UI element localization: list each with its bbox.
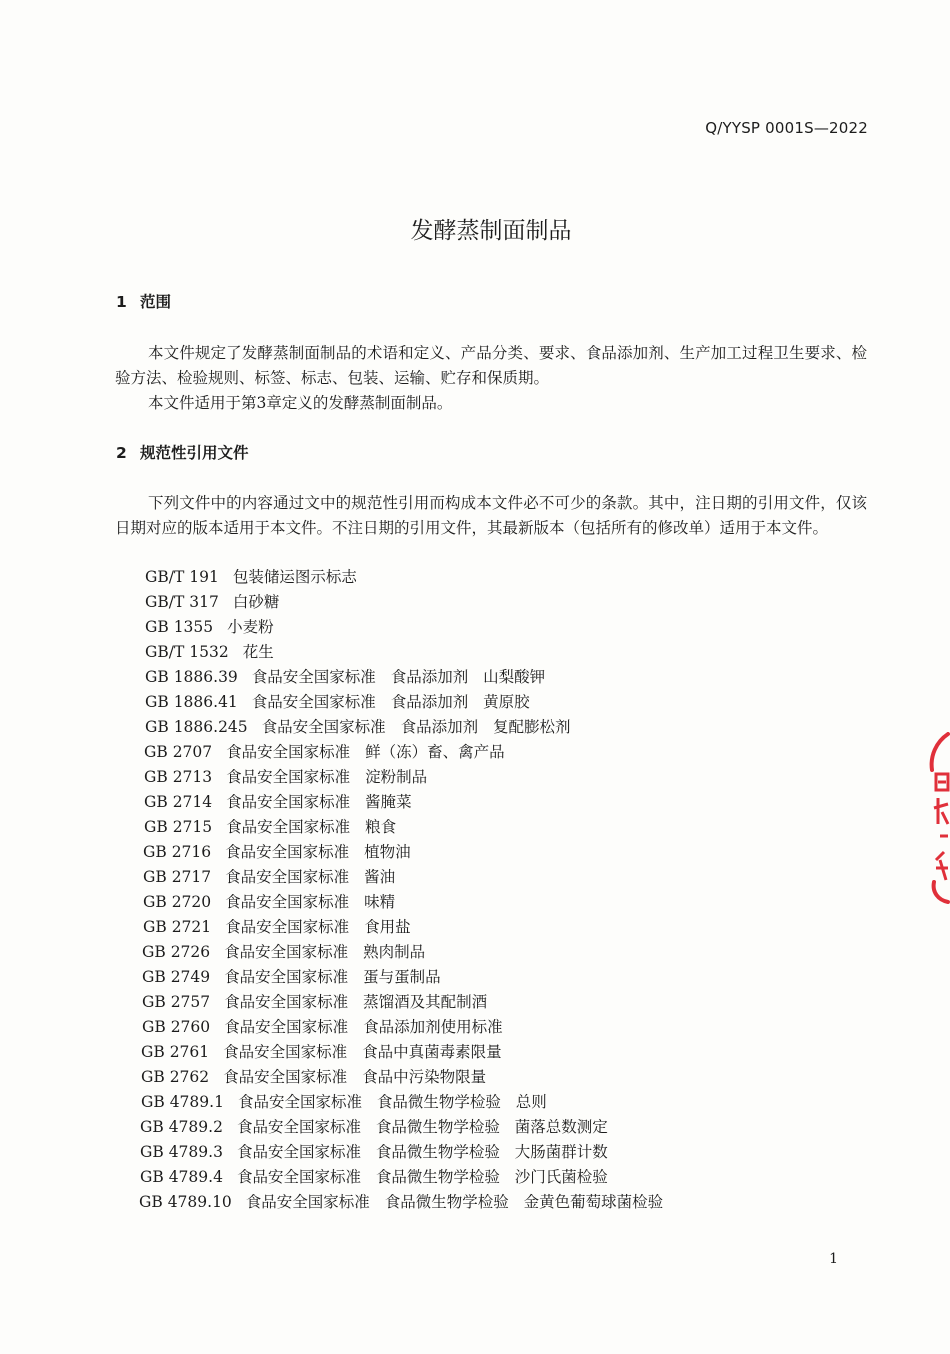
reference-code: GB 4789.10 [139,1193,232,1211]
reference-item [144,790,663,815]
reference-code: GB/T 317 [145,593,219,611]
reference-title: 小麦粉 [227,618,274,636]
reference-item [142,990,663,1015]
section-title: 范围 [140,293,172,311]
reference-item [141,1065,663,1090]
scope-paragraph-1: 本文件规定了发酵蒸制面制品的术语和定义、产品分类、要求、食品添加剂、生产加工过程卫生要求、检验方法、检验规则、标签、标志、包装、运输、贮存和保质期。 [115,344,867,387]
section-number: 2 [116,444,127,462]
reference-code: GB 2757 [142,993,211,1011]
reference-item [143,890,663,915]
reference-code: GB 4789.2 [140,1118,223,1136]
reference-code: GB/T 191 [145,568,219,586]
reference-item [145,665,663,690]
reference-title: 食品安全国家标准 酱腌菜 [226,793,412,811]
section-number: 1 [116,293,127,311]
reference-code: GB 2707 [144,743,213,761]
standard-code: Q/YYSP 0001S—2022 [705,119,868,137]
reference-title: 食品安全国家标准 食品微生物学检验 大肠菌群计数 [236,1143,608,1161]
seal-stamp-fragment [926,732,950,904]
reference-item [145,615,663,640]
reference-code: GB 2715 [144,818,213,836]
reference-title: 食品安全国家标准 食品微生物学检验 菌落总数测定 [236,1118,608,1136]
reference-item [145,690,663,715]
reference-item [139,1190,663,1215]
reference-title: 食品安全国家标准 食品添加剂使用标准 [224,1018,503,1036]
reference-title: 食品安全国家标准 蒸馏酒及其配制酒 [224,993,488,1011]
reference-title: 食品安全国家标准 食品微生物学检验 总则 [237,1093,547,1111]
reference-list [139,565,664,1215]
section-title: 规范性引用文件 [140,444,249,462]
reference-item [141,1040,663,1065]
reference-item [142,940,663,965]
reference-code: GB 4789.1 [141,1093,224,1111]
reference-code: GB 1886.41 [145,693,238,711]
reference-item [144,815,663,840]
reference-title: 食品安全国家标准 食品添加剂 山梨酸钾 [251,668,546,686]
reference-item [140,1115,663,1140]
reference-title: 食品安全国家标准 食品中污染物限量 [223,1068,487,1086]
reference-title: 食品安全国家标准 食品添加剂 复配膨松剂 [261,718,571,736]
document-title: 发酵蒸制面制品 [410,218,572,244]
reference-title: 食品安全国家标准 粮食 [226,818,397,836]
reference-item [145,565,663,590]
reference-item [140,1140,663,1165]
page-number: 1 [829,1251,838,1267]
reference-item [144,740,663,765]
reference-code: GB 2714 [144,793,213,811]
reference-title: 包装储运图示标志 [232,568,357,586]
reference-title: 食品安全国家标准 鲜（冻）畜、禽产品 [226,743,505,761]
reference-item [140,1165,663,1190]
section-heading-scope [116,290,171,312]
reference-title: 食品安全国家标准 食用盐 [225,918,411,936]
reference-title: 食品安全国家标准 食品添加剂 黄原胶 [251,693,530,711]
reference-code: GB 1886.39 [145,668,238,686]
reference-item [141,1090,663,1115]
reference-item [142,1015,663,1040]
reference-title: 食品安全国家标准 植物油 [225,843,411,861]
reference-title: 食品安全国家标准 味精 [225,893,396,911]
reference-item [142,965,663,990]
reference-title: 食品安全国家标准 食品微生物学检验 金黄色葡萄球菌检验 [245,1193,664,1211]
reference-code: GB 2720 [143,893,212,911]
reference-item [144,765,663,790]
reference-code: GB 2760 [142,1018,211,1036]
references-intro-paragraph: 下列文件中的内容通过文中的规范性引用而构成本文件必不可少的条款。其中，注日期的引用文件，仅该日期对应的版本适用于本文件。不注日期的引用文件，其最新版本（包括所有的修改单）适用于本文件。 [115,494,867,537]
section-heading-normative-references [116,441,249,463]
scope-paragraph-2: 本文件适用于第3章定义的发酵蒸制面制品。 [148,394,453,412]
reference-item [143,865,663,890]
reference-code: GB 2761 [141,1043,210,1061]
reference-title: 食品安全国家标准 淀粉制品 [226,768,428,786]
reference-code: GB 2713 [144,768,213,786]
reference-title: 食品安全国家标准 蛋与蛋制品 [224,968,441,986]
reference-item [145,590,663,615]
reference-title: 食品安全国家标准 熟肉制品 [224,943,426,961]
reference-code: GB 2716 [143,843,212,861]
reference-code: GB 2749 [142,968,211,986]
reference-title: 花生 [242,643,274,661]
reference-code: GB 2726 [142,943,211,961]
reference-code: GB 2762 [141,1068,210,1086]
reference-title: 食品安全国家标准 酱油 [225,868,396,886]
reference-title: 白砂糖 [232,593,280,611]
reference-code: GB 4789.4 [140,1168,223,1186]
reference-code: GB 2717 [143,868,212,886]
reference-code: GB 2721 [143,918,212,936]
reference-title: 食品安全国家标准 食品微生物学检验 沙门氏菌检验 [236,1168,608,1186]
reference-item [143,840,663,865]
reference-item [143,915,663,940]
reference-code: GB 4789.3 [140,1143,223,1161]
reference-code: GB 1886.245 [145,718,248,736]
reference-item [145,715,663,740]
reference-item [145,640,663,665]
reference-code: GB 1355 [145,618,214,636]
reference-code: GB/T 1532 [145,643,229,661]
reference-title: 食品安全国家标准 食品中真菌毒素限量 [223,1043,502,1061]
